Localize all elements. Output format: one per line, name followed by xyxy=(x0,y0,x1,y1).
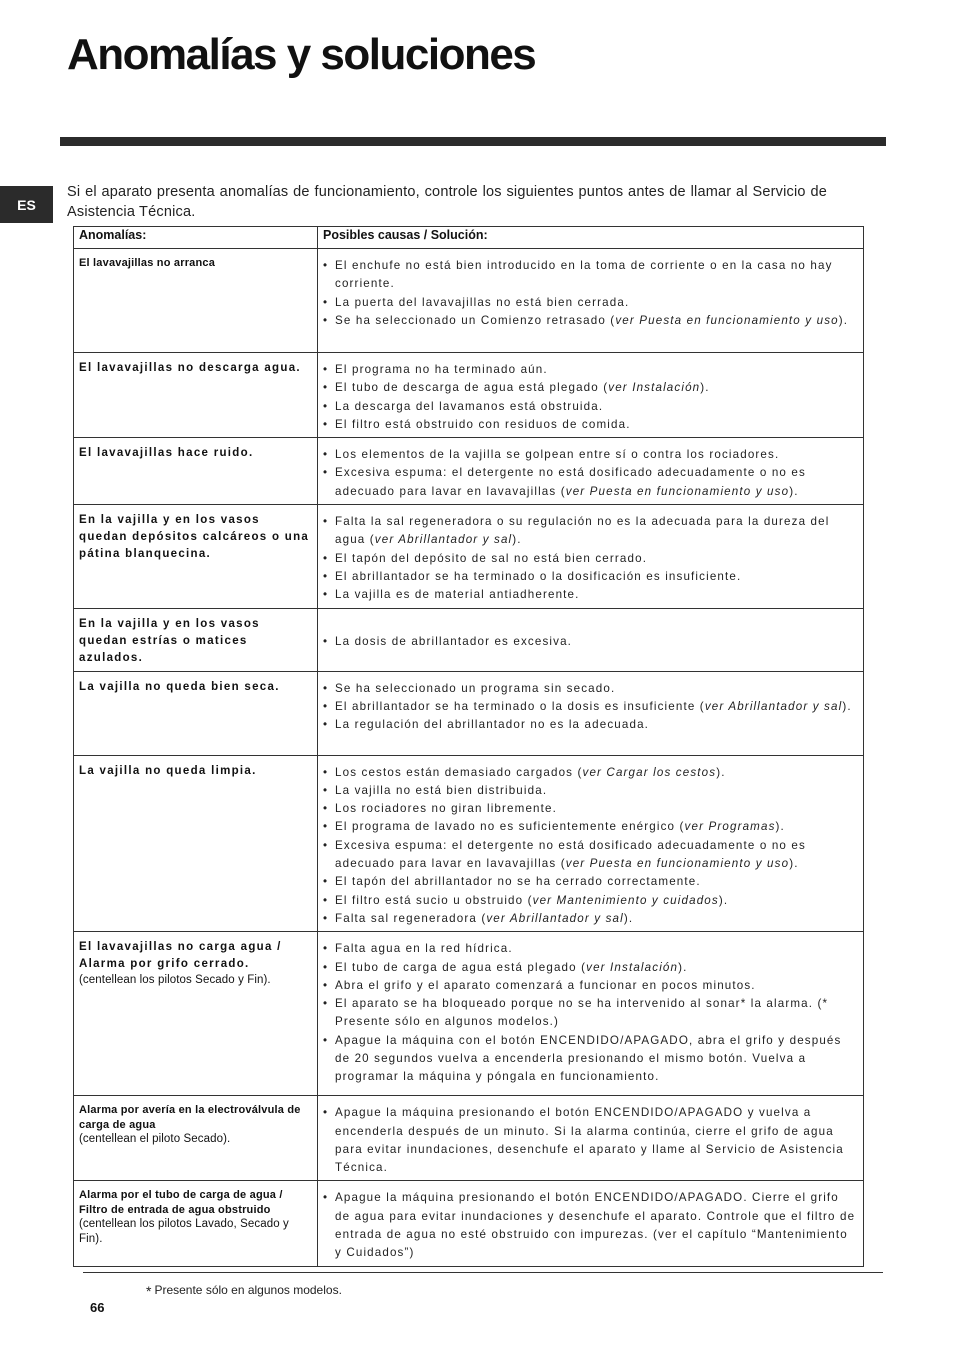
anomaly-text: Alarma por avería en la electroválvula de carga de agua xyxy=(79,1104,301,1131)
solution-item: • Se ha seleccionado un programa sin secado. xyxy=(323,680,857,698)
solution-item: • La regulación del abrillantador no es la adecuada. xyxy=(323,716,857,734)
table-row xyxy=(74,505,864,608)
solution-item: • El tapón del abrillantador no se ha cerrado correctamente. xyxy=(323,873,857,891)
solution-cell xyxy=(318,249,864,353)
solution-item: • Apague la máquina presionando el botón ENCENDIDO/APAGADO. Cierre el grifo de agua para evitar inundaciones y desenchufe el aparato. Controle que el filtro de entrada de agua no esté obstruido con impurezas. (ver el capítulo “Mantenimiento y Cuidados”) xyxy=(323,1189,857,1262)
header-anomalies: Anomalías: xyxy=(74,227,318,249)
solution-item: • El aparato se ha bloqueado porque no se ha intervenido al sonar* la alarma. (* Presente sólo en algunos modelos.) xyxy=(323,995,857,1032)
anomaly-text: El lavavajillas no carga agua / Alarma por grifo cerrado. xyxy=(79,941,282,971)
footnote-asterisk: * xyxy=(146,1283,152,1299)
anomaly-note: (centellean los pilotos Secado y Fin). xyxy=(79,974,271,987)
solution-item: • El programa no ha terminado aún. xyxy=(323,361,857,379)
solution-cell xyxy=(318,353,864,438)
solution-cell xyxy=(318,505,864,608)
solution-item: • Falta agua en la red hídrica. xyxy=(323,940,857,958)
troubleshooting-table xyxy=(73,226,864,1267)
solution-cell xyxy=(318,755,864,932)
solution-cell xyxy=(318,1096,864,1181)
anomaly-cell xyxy=(74,1181,318,1267)
anomaly-cell xyxy=(74,608,318,671)
anomaly-cell xyxy=(74,353,318,438)
solution-item: • Excesiva espuma: el detergente no está dosificado adecuadamente o no es adecuado para lavar en lavavajillas (ver Puesta en funcionamiento y uso). xyxy=(323,837,857,874)
table-row xyxy=(74,608,864,671)
solution-item: • Apague la máquina con el botón ENCENDIDO/APAGADO, abra el grifo y después de 20 segundos vuelva a encenderla presionando el mismo botón. Vuelva a programar la máquina y póngala en funcionamiento. xyxy=(323,1032,857,1087)
anomaly-text: El lavavajillas no descarga agua. xyxy=(79,362,301,374)
solution-item: • La vajilla no está bien distribuida. xyxy=(323,782,857,800)
table-row xyxy=(74,932,864,1096)
solution-item: • Excesiva espuma: el detergente no está dosificado adecuadamente o no es adecuado para lavar en lavavajillas (ver Puesta en funcionamiento y uso). xyxy=(323,464,857,501)
title-divider xyxy=(60,137,886,146)
solution-item: • La vajilla es de material antiadherente. xyxy=(323,586,857,604)
solution-item: • El tubo de descarga de agua está plegado (ver Instalación). xyxy=(323,379,857,397)
solution-item: • Abra el grifo y el aparato comenzará a funcionar en pocos minutos. xyxy=(323,977,857,995)
solution-item: • Los elementos de la vajilla se golpean entre sí o contra los rociadores. xyxy=(323,446,857,464)
anomaly-text: En la vajilla y en los vasos quedan estrías o matices azulados. xyxy=(79,617,260,664)
table-row xyxy=(74,755,864,932)
anomaly-text: En la vajilla y en los vasos quedan depósitos calcáreos o una pátina blanquecina. xyxy=(79,514,310,561)
table-header-row xyxy=(74,227,864,249)
table-row xyxy=(74,1096,864,1181)
header-solutions: Posibles causas / Solución: xyxy=(318,227,864,249)
anomaly-cell xyxy=(74,505,318,608)
solution-item: • El filtro está obstruido con residuos de comida. xyxy=(323,416,857,434)
solution-item: • El tapón del depósito de sal no está bien cerrado. xyxy=(323,550,857,568)
solution-item: • El programa de lavado no es suficientemente enérgico (ver Programas). xyxy=(323,818,857,836)
solution-item: • Se ha seleccionado un Comienzo retrasado (ver Puesta en funcionamiento y uso). xyxy=(323,312,857,330)
solution-item: • Los cestos están demasiado cargados (ver Cargar los cestos). xyxy=(323,764,857,782)
anomaly-text: El lavavajillas no arranca xyxy=(79,257,216,269)
anomaly-cell xyxy=(74,1096,318,1181)
solution-item: • Apague la máquina presionando el botón ENCENDIDO/APAGADO y vuelva a encenderla después de un minuto. Si la alarma continúa, cierre el grifo de agua para evitar inundaciones, desenchufe el aparato y llame al Servicio de Asistencia Técnica. xyxy=(323,1104,857,1177)
solution-item: • La descarga del lavamanos está obstruida. xyxy=(323,398,857,416)
anomaly-text: El lavavajillas hace ruido. xyxy=(79,447,254,460)
solution-cell xyxy=(318,671,864,755)
anomaly-cell xyxy=(74,438,318,505)
footer-divider xyxy=(83,1272,883,1273)
footnote-text: Presente sólo en algunos modelos. xyxy=(154,1283,342,1297)
solution-item: • El enchufe no está bien introducido en la toma de corriente o en la casa no hay corriente. xyxy=(323,257,857,294)
table-row xyxy=(74,671,864,755)
solution-cell xyxy=(318,608,864,671)
table-row xyxy=(74,353,864,438)
intro-text: Si el aparato presenta anomalías de funcionamiento, controle los siguientes puntos antes de llamar al Servicio de Asistencia Técnica. xyxy=(67,184,827,220)
solution-item: • Falta sal regeneradora (ver Abrillantador y sal). xyxy=(323,910,857,928)
page-number: 66 xyxy=(90,1300,105,1315)
solution-item: • La dosis de abrillantador es excesiva. xyxy=(323,633,857,651)
table-row xyxy=(74,438,864,505)
solution-cell xyxy=(318,932,864,1096)
anomaly-cell xyxy=(74,671,318,755)
solution-item: • El filtro está sucio u obstruido (ver Mantenimiento y cuidados). xyxy=(323,892,857,910)
anomaly-cell xyxy=(74,755,318,932)
anomaly-text: Alarma por el tubo de carga de agua / Filtro de entrada de agua obstruido xyxy=(79,1189,283,1216)
anomaly-cell xyxy=(74,932,318,1096)
footnote xyxy=(146,1283,342,1299)
solution-item: • El tubo de carga de agua está plegado (ver Instalación). xyxy=(323,959,857,977)
anomaly-text: La vajilla no queda bien seca. xyxy=(79,680,280,693)
anomaly-cell xyxy=(74,249,318,353)
anomaly-note: (centellean el piloto Secado). xyxy=(79,1133,231,1146)
solution-item: • La puerta del lavavajillas no está bien cerrada. xyxy=(323,294,857,312)
table-row xyxy=(74,1181,864,1267)
solution-item: • El abrillantador se ha terminado o la dosis es insuficiente (ver Abrillantador y sal). xyxy=(323,698,857,716)
solution-item: • Falta la sal regeneradora o su regulación no es la adecuada para la dureza del agua (ver Abrillantador y sal). xyxy=(323,513,857,550)
language-tab: ES xyxy=(0,186,53,223)
solution-cell xyxy=(318,1181,864,1267)
solution-item: • El abrillantador se ha terminado o la dosificación es insuficiente. xyxy=(323,568,857,586)
page-title: Anomalías y soluciones xyxy=(67,30,536,79)
solution-cell xyxy=(318,438,864,505)
anomaly-note: (centellean los pilotos Lavado, Secado y Fin). xyxy=(79,1218,289,1246)
solution-item: • Los rociadores no giran libremente. xyxy=(323,800,857,818)
anomaly-text: La vajilla no queda limpia. xyxy=(79,764,257,777)
table-row xyxy=(74,249,864,353)
